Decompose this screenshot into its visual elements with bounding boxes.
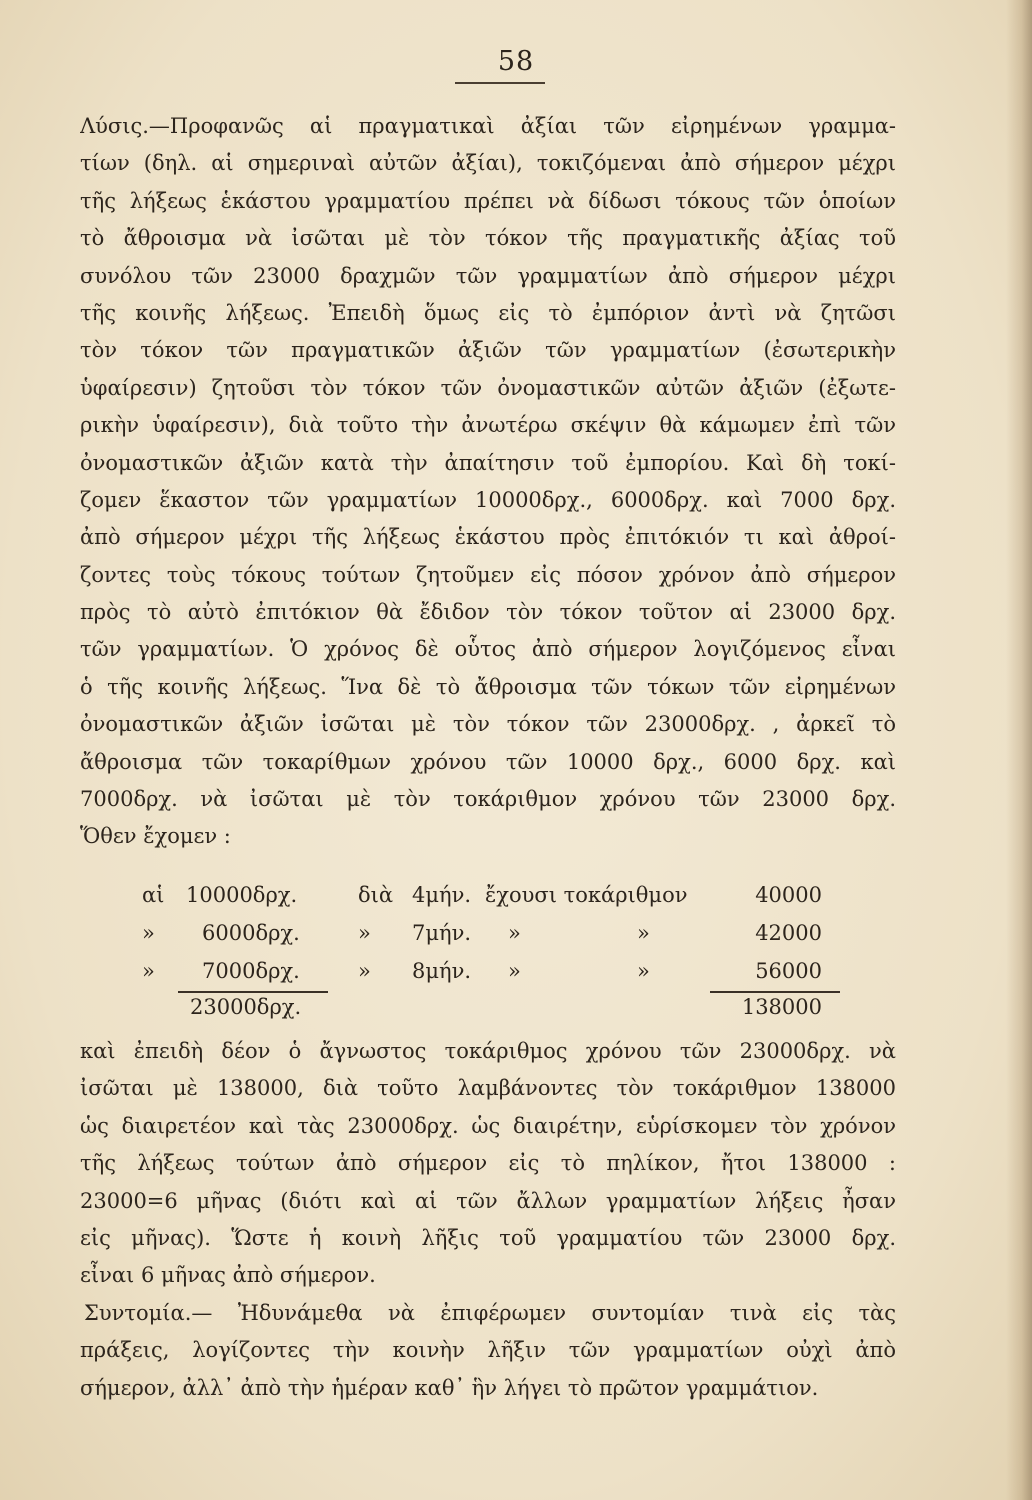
table-cell-product: 42000 <box>755 921 822 945</box>
text-line: τῆς λήξεως τούτων ἀπὸ σήμερον εἰς τὸ πηλίκον, ἤτοι 138000 : <box>80 1151 896 1176</box>
text-line: ὁ τῆς κοινῆς λήξεως. Ἵνα δὲ τὸ ἄθροισμα τῶν τόκων τῶν εἰρημένων <box>80 674 896 699</box>
table-row <box>80 883 896 917</box>
table-total-amount: 23000δρχ. <box>190 995 302 1019</box>
text-line: πρὸς τὸ αὐτὸ ἐπιτόκιον θὰ ἔδιδον τὸν τόκον τοῦτον αἱ 23000 δρχ. <box>80 600 896 625</box>
text-line: συνόλου τῶν 23000 δραχμῶν τῶν γραμματίων ἀπὸ σήμερον μέχρι <box>80 263 896 288</box>
table-cell-through: διὰ <box>358 883 394 907</box>
text-line: σήμερον, ἀλλ᾽ ἀπὸ τὴν ἡμέραν καθ᾽ ἣν λήγει τὸ πρῶτον γραμμάτιον. <box>80 1375 819 1400</box>
sum-rule-right <box>710 991 840 993</box>
sum-rule-left <box>178 991 328 993</box>
table-cell-months: 8μήν. <box>412 959 472 983</box>
table-cell-months: 4μήν. <box>412 883 472 907</box>
solution-paragraph <box>80 108 896 856</box>
table-cell-product: 40000 <box>755 883 822 907</box>
text-line: ἀπὸ σήμερον μέχρι τῆς λήξεως ἑκάστου πρὸς ἐπιτόκιόν τι καὶ ἀθροί- <box>80 525 896 550</box>
text-line: τὸν τόκον τῶν πραγματικῶν ἀξιῶν τῶν γραμματίων (ἐσωτερικὴν <box>80 338 896 363</box>
text-line: ἰσῶται μὲ 138000, διὰ τοῦτο λαμβάνοντες τὸν τοκάριθμον 138000 <box>80 1076 896 1101</box>
text-line: τῆς λήξεως ἑκάστου γραμματίου πρέπει νὰ δίδωσι τόκους τῶν ὁποίων <box>80 188 896 213</box>
table-cell-have: » <box>508 921 521 945</box>
text-line: ρικὴν ὑφαίρεσιν), διὰ τοῦτο τὴν ἀνωτέρω σκέψιν θὰ κάμωμεν ἐπὶ τῶν <box>80 413 896 438</box>
text-line: τίων (δηλ. αἱ σημεριναὶ αὐτῶν ἀξίαι), τοκιζόμεναι ἀπὸ σήμερον μέχρι <box>80 151 896 176</box>
text-line: ζομεν ἕκαστον τῶν γραμματίων 10000δρχ., 6000δρχ. καὶ 7000 δρχ. <box>80 487 896 512</box>
text-line: Ὅθεν ἔχομεν : <box>80 824 231 849</box>
text-line: ὀνομαστικῶν ἀξιῶν ἰσῶται μὲ τὸν τόκον τῶν 23000δρχ. , ἀρκεῖ τὸ <box>80 712 896 737</box>
text-line: ὡς διαιρετέον καὶ τὰς 23000δρχ. ὡς διαιρέτην, εὑρίσκομεν τὸν χρόνον <box>80 1113 896 1138</box>
table-cell-have: ἔχουσι τοκάριθμον <box>485 883 688 907</box>
table-row <box>80 959 896 993</box>
text-line: τῶν γραμματίων. Ὁ χρόνος δὲ οὗτος ἀπὸ σήμερον λογιζόμενος εἶναι <box>80 637 896 662</box>
table-cell-prefix: » <box>142 959 155 983</box>
table-cell-through: » <box>358 921 371 945</box>
table-row <box>80 921 896 955</box>
table-cell-through: » <box>358 959 371 983</box>
page-number: 58 <box>497 46 535 77</box>
page-number-rule <box>455 82 545 84</box>
text-line: τῆς κοινῆς λήξεως. Ἐπειδὴ ὅμως εἰς τὸ ἐμπόριον ἀντὶ νὰ ζητῶσι <box>80 300 896 325</box>
table-cell-prefix: αἱ <box>142 883 165 907</box>
table-cell-ditto: » <box>637 921 650 945</box>
text-line: τὸ ἄθροισμα νὰ ἰσῶται μὲ τὸν τόκον τῆς πραγματικῆς ἀξίας τοῦ <box>80 226 896 251</box>
table-cell-ditto: » <box>637 959 650 983</box>
text-line: 7000δρχ. νὰ ἰσῶται μὲ τὸν τοκάριθμον χρόνου τῶν 23000 δρχ. <box>80 787 896 812</box>
table-cell-amount: 10000δρχ. <box>186 883 298 907</box>
conclusion-paragraph <box>80 1033 896 1407</box>
text-line: ζοντες τοὺς τόκους τούτων ζητοῦμεν εἰς πόσον χρόνον ἀπὸ σήμερον <box>80 562 896 587</box>
text-line: 23000=6 μῆνας (διότι καὶ αἱ τῶν ἄλλων γραμματίων λήξεις ἦσαν <box>80 1188 896 1213</box>
page-edge-shadow <box>1006 0 1032 1500</box>
table-cell-months: 7μήν. <box>412 921 472 945</box>
table-cell-product: 56000 <box>755 959 822 983</box>
text-line: καὶ ἐπειδὴ δέον ὁ ἄγνωστος τοκάριθμος χρόνου τῶν 23000δρχ. νὰ <box>80 1039 896 1063</box>
table-cell-prefix: » <box>142 921 155 945</box>
text-line: ὀνομαστικῶν ἀξιῶν κατὰ τὴν ἀπαίτησιν τοῦ ἐμπορίου. Καὶ δὴ τοκί- <box>80 450 896 475</box>
text-line: Συντομία.— Ἠδυνάμεθα νὰ ἐπιφέρωμεν συντομίαν τινὰ εἰς τὰς <box>84 1300 896 1325</box>
text-line: ὑφαίρεσιν) ζητοῦσι τὸν τόκον τῶν ὀνομαστικῶν αὐτῶν ἀξιῶν (ἐξωτε- <box>80 375 896 400</box>
table-cell-amount: 6000δρχ. <box>202 921 300 945</box>
text-line: Λύσις.—Προφανῶς αἱ πραγματικαὶ ἀξίαι τῶν εἰρημένων γραμμα- <box>80 114 896 138</box>
table-cell-have: » <box>508 959 521 983</box>
text-line: ἄθροισμα τῶν τοκαρίθμων χρόνου τῶν 10000 δρχ., 6000 δρχ. καὶ <box>80 749 896 774</box>
text-line: εἰς μῆνας). Ὥστε ἡ κοινὴ λῆξις τοῦ γραμματίου τῶν 23000 δρχ. <box>80 1225 896 1250</box>
table-cell-amount: 7000δρχ. <box>202 959 300 983</box>
text-line: εἶναι 6 μῆνας ἀπὸ σήμερον. <box>80 1263 376 1288</box>
table-total-product: 138000 <box>741 995 822 1019</box>
table-total-row <box>80 995 896 1029</box>
calculation-table <box>80 883 896 1033</box>
text-line: πράξεις, λογίζοντες τὴν κοινὴν λῆξιν τῶν γραμματίων οὐχὶ ἀπὸ <box>80 1338 896 1363</box>
